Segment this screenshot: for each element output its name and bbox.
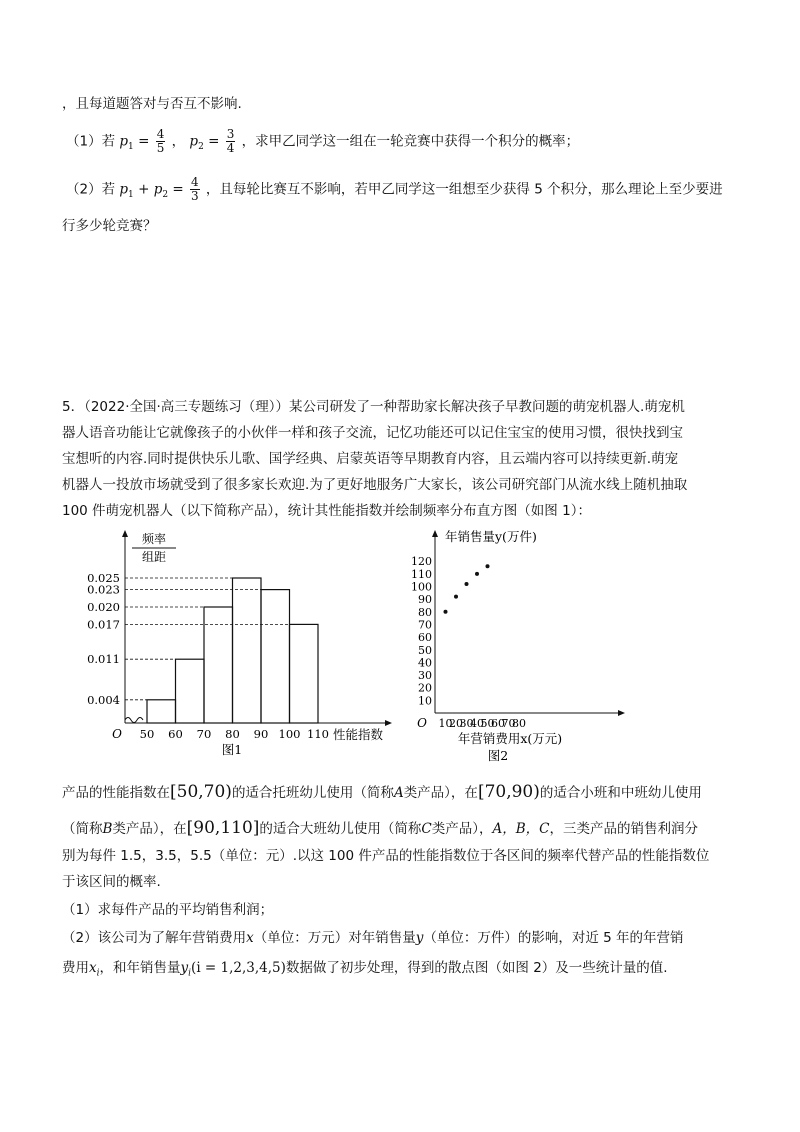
class-list: A，B，C: [492, 821, 550, 837]
sub2-a: （2）该公司为了解年营销费用: [62, 930, 247, 946]
p2-fraction: $\frac{3}{4}$: [226, 127, 235, 155]
x-tick-label: 40: [470, 717, 484, 730]
q5-line5: 100 件萌宠机器人（以下简称产品），统计其性能指数并绘制频率分布直方图（如图 1）：: [62, 503, 591, 519]
y-tick-label: 30: [418, 669, 432, 683]
y-tick-label: 80: [418, 605, 432, 619]
text-a1: 产品的性能指数在: [62, 785, 170, 801]
y-label-denominator: 组距: [141, 550, 167, 564]
text-b2: 类产品），在: [112, 821, 187, 837]
q5-para-c2: 于该区间的概率.: [62, 874, 161, 890]
sub3-c: 数据做了初步处理，得到的散点图（如图 2）及一些统计量的值.: [285, 960, 668, 976]
histogram-bar: [147, 700, 176, 723]
y-tick-label: 120: [411, 555, 432, 569]
q4-part2-cont: 行多少轮竞赛？: [62, 218, 157, 234]
y-tick-label: 10: [418, 694, 432, 708]
scatter-point: [465, 582, 469, 586]
q5-line3: 宝想听的内容.同时提供快乐儿歌、国学经典、启蒙英语等早期教育内容，且云端内容可以持续更新.萌宠: [62, 451, 679, 467]
q5-line2: 器人语音功能让它就像孩子的小伙伴一样和孩子交流，记忆功能还可以记住宝宝的使用习惯，很快找到宝: [62, 425, 683, 441]
p1-var: p: [119, 133, 129, 150]
y-tick-label: 110: [411, 567, 432, 581]
histogram-figure: [70, 527, 400, 767]
scatter-point: [454, 595, 458, 599]
figure1-caption: 图1: [221, 742, 243, 757]
x-tick-label: 70: [501, 717, 516, 730]
x-tick-label: 80: [512, 717, 526, 730]
y-tick-label: 0.020: [87, 600, 120, 614]
origin-label: O: [112, 727, 122, 741]
histogram-bar: [233, 578, 262, 723]
origin-label: O: [417, 716, 427, 730]
scatter-point: [475, 572, 479, 576]
q5-line1: 5．（2022·全国·高三专题练习（理））某公司研发了一种帮助家长解决孩子早教问题的萌宠机器人.萌宠机: [62, 399, 685, 415]
sub2-c: （单位：万件）的影响，对近 5 年的年营销: [423, 930, 684, 946]
sub3-a: 费用: [62, 960, 89, 976]
x-axis-label: 性能指数: [332, 727, 384, 742]
interval-a: [50,70): [170, 782, 232, 802]
p2-var: p: [189, 133, 199, 150]
text-b3: 的适合大班幼儿使用（简称: [259, 821, 422, 837]
x-tick-label: 80: [225, 727, 240, 741]
x-axis-arrow: [618, 710, 625, 716]
p1-fraction: $\frac{4}{5}$: [156, 127, 165, 155]
y-axis-arrow: [432, 530, 438, 537]
var-x: x: [246, 930, 254, 946]
histogram-bar: [176, 659, 205, 723]
class-c: C: [421, 821, 432, 837]
x-tick-label: 20: [449, 717, 463, 730]
text-a2: 的适合托班幼儿使用（简称: [231, 785, 394, 801]
histogram-bar: [261, 590, 290, 723]
q5-line4: 机器人一投放市场就受到了很多家长欢迎.为了更好地服务广大家长，该公司研究部门从流水线上随机抽取: [62, 477, 688, 493]
x-tick-label: 60: [168, 727, 183, 741]
q4-part1: （1）若 $p_1$ = $\frac{4}{5}$ ， $p_2$ = $\frac{3}{4}$ ，求甲乙同学这一组在一轮竞赛中获得一个积分的概率；: [66, 127, 580, 155]
sub3-b: ，和年销售量: [99, 960, 181, 976]
q4-continuation: ，且每道题答对与否互不影响.: [62, 96, 242, 112]
y-tick-label: 40: [418, 656, 432, 670]
y-label-numerator: 频率: [141, 532, 167, 546]
x-axis-arrow: [385, 720, 392, 726]
q4-part1-lead: （1）若: [66, 133, 116, 150]
scatter-point: [444, 610, 448, 614]
sub2-b: （单位：万元）对年销售量: [253, 930, 416, 946]
x-tick-label: 10: [438, 717, 453, 730]
x-tick-label: 30: [459, 717, 474, 730]
y-axis-label: 年销售量y(万件): [445, 529, 537, 544]
q4-part2-lead: （2）若: [66, 181, 116, 198]
x-axis-label: 年营销费用x(万元): [457, 731, 563, 746]
q5-para-b: [62, 818, 698, 839]
q5-sub1: （1）求每件产品的平均销售利润；: [62, 902, 274, 918]
y-tick-label: 0.004: [87, 692, 120, 707]
y-axis-arrow: [122, 530, 128, 537]
y-tick-label: 0.011: [87, 652, 120, 667]
figure2-caption: 图2: [487, 748, 509, 763]
text-a4: 的适合小班和中班幼儿使用: [539, 785, 702, 801]
x-tick-label: 70: [196, 727, 212, 741]
q5-sub2: [62, 928, 684, 948]
x-tick-label: 100: [278, 727, 301, 741]
y-tick-label: 70: [418, 618, 432, 632]
q5-sub3: 费用$x_i$，和年销售量$y_i(i = 1,2,3,4,5)$数据做了初步处理，得到的散点图（如图 2）及一些统计量的值.: [62, 960, 668, 979]
var-y: y: [415, 930, 424, 946]
q5-para-a: [62, 782, 702, 803]
q4-part2-text: ，且每轮比赛互不影响，若甲乙同学这一组想至少获得 5 个积分，那么理论上至少要进: [205, 181, 723, 198]
y-tick-label: 60: [418, 631, 432, 645]
p2-sub: 2: [198, 142, 204, 153]
q4-part2: （2）若 $p_1 + p_2$ = $\frac{4}{3}$ ，且每轮比赛互不影响，若甲乙同学这一组想至少获得 5 个积分，那么理论上至少要进: [66, 175, 723, 203]
var-yi: y: [180, 960, 189, 976]
x-tick-label: 50: [139, 727, 155, 741]
y-tick-label: 50: [418, 643, 432, 657]
q4-part1-sep: ，: [171, 133, 186, 150]
q4-part1-text: ，求甲乙同学这一组在一轮竞赛中获得一个积分的概率；: [241, 133, 580, 150]
text-b1: （简称: [62, 821, 103, 837]
y-tick-label: 90: [418, 593, 432, 607]
class-a: A: [393, 785, 404, 801]
y-tick-label: 0.017: [87, 617, 120, 632]
y-tick-label: 100: [411, 580, 432, 594]
histogram-bar: [204, 607, 233, 723]
p1-sub: 1: [128, 142, 134, 153]
q5-para-c1: 别为每件 1.5，3.5，5.5（单位：元）.以这 100 件产品的性能指数位于各区间的频率代替产品的性能指数位: [62, 848, 710, 864]
interval-b: [70,90): [477, 782, 540, 802]
class-b: B: [102, 821, 113, 837]
text-b4: 类产品），: [431, 821, 493, 837]
index-range: (i = 1,2,3,4,5): [191, 960, 286, 976]
var-xi: x: [89, 960, 97, 976]
x-tick-label: 90: [253, 727, 269, 741]
interval-c: [90,110]: [186, 818, 260, 838]
x-tick-label: 50: [480, 717, 495, 730]
axis-break: [125, 718, 143, 723]
x-tick-label: 110: [307, 727, 329, 741]
text-b6: ，三类产品的销售利润分: [549, 821, 699, 837]
scatter-point: [486, 564, 490, 568]
text-a3: 类产品），在: [403, 785, 478, 801]
scatter-figure: [410, 525, 640, 770]
y-tick-label: 0.025: [87, 571, 120, 585]
x-tick-label: 60: [491, 717, 505, 730]
y-tick-label: 0.023: [87, 582, 120, 597]
y-tick-label: 20: [418, 681, 432, 695]
sum-fraction: $\frac{4}{3}$: [190, 175, 199, 203]
histogram-bar: [290, 624, 319, 723]
